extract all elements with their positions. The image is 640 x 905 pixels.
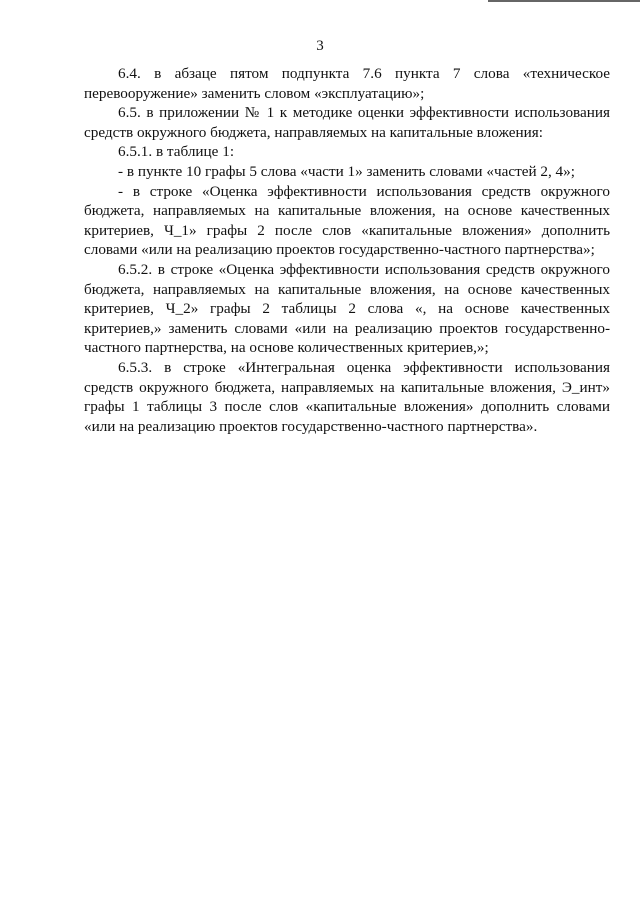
top-edge-rule: [488, 0, 640, 2]
paragraph-6-5-1-item-2: - в строке «Оценка эффективности использования средств окружного бюджета, направляемых на капитальные вложения, на основе качественных критериев, Ч_1» графы 2 после слов «капитальные вложения» дополнить словами «или на реализацию проектов государственно-частного партнерства»;: [84, 182, 610, 259]
paragraph-6-5-1: 6.5.1. в таблице 1:: [118, 143, 235, 161]
paragraph-6-5-1-item-1: - в пункте 10 графы 5 слова «части 1» заменить словами «частей 2, 4»;: [118, 162, 575, 180]
paragraph-6-5: 6.5. в приложении № 1 к методике оценки эффективности использования средств окружного бюджета, направляемых на капитальные вложения:: [84, 104, 610, 141]
page-number: 3: [316, 38, 324, 54]
paragraph-6-4: 6.4. в абзаце пятом подпункта 7.6 пункта 7 слова «техническое перевооружение» заменить словом «эксплуатацию»;: [84, 65, 610, 102]
document-body: [84, 64, 610, 436]
paragraph-6-5-2: 6.5.2. в строке «Оценка эффективности использования средств окружного бюджета, направляемых на капитальные вложения, на основе качественных критериев, Ч_2» графы 2 таблицы 2 слова «, на основе качественных критериев,» заменить словами «или на реализацию проектов государственно-частного партнерства, на основе количественных критериев,»;: [84, 260, 610, 357]
paragraph-6-5-3: 6.5.3. в строке «Интегральная оценка эффективности использования средств окружного бюджета, направляемых на капитальные вложения, Э_инт» графы 1 таблицы 3 после слов «капитальные вложения» дополнить словами «или на реализацию проектов государственно-частного партнерства».: [84, 358, 610, 435]
